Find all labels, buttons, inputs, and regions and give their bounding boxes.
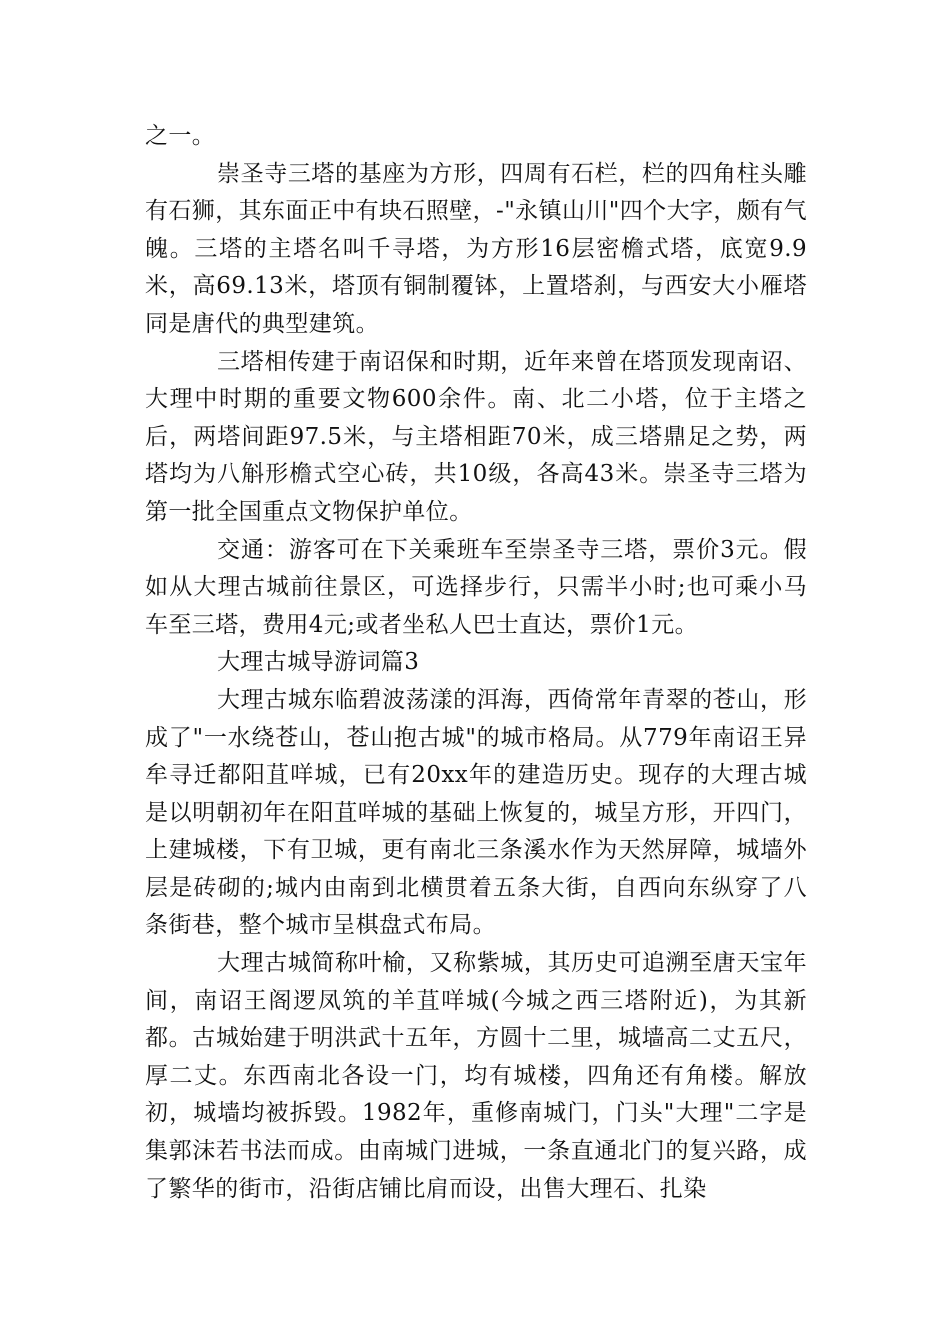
paragraph-continuation: 之一。	[145, 123, 216, 149]
paragraph-transport: 交通：游客可在下关乘班车至崇圣寺三塔，票价3元。假如从大理古城前往景区，可选择步行，只需半小时;也可乘小马车至三塔，费用4元;或者坐私人巴士直达，票价1元。	[145, 536, 807, 638]
paragraph-city-layout: 大理古城东临碧波荡漾的洱海，西倚常年青翠的苍山，形成了"一水绕苍山，苍山抱古城"的城市格局。从779年南诏王异牟寻迁都阳苴咩城，已有20xx年的建造历史。现存的大理古城是以明朝初年在阳苴咩城的基础上恢复的，城呈方形，开四门，上建城楼，下有卫城，更有南北三条溪水作为天然屏障，城墙外层是砖砌的;城内由南到北横贯着五条大街，自西向东纵穿了八条街巷，整个城市呈棋盘式布局。	[145, 686, 807, 939]
paragraph-pagoda-base: 崇圣寺三塔的基座为方形，四周有石栏，栏的四角柱头雕有石狮，其东面正中有块石照壁，-"永镇山川"四个大字，颇有气魄。三塔的主塔名叫千寻塔，为方形16层密檐式塔，底宽9.9米，高69.13米，塔顶有铜制覆钵，上置塔刹，与西安大小雁塔同是唐代的典型建筑。	[145, 160, 807, 337]
paragraph-pagoda-history: 三塔相传建于南诏保和时期，近年来曾在塔顶发现南诏、大理中时期的重要文物600余件。南、北二小塔，位于主塔之后，两塔间距97.5米，与主塔相距70米，成三塔鼎足之势，两塔均为八斛形檐式空心砖，共10级，各高43米。崇圣寺三塔为第一批全国重点文物保护单位。	[145, 348, 807, 525]
section-title: 大理古城导游词篇3	[217, 649, 420, 676]
document-page	[145, 118, 807, 1208]
paragraph-city-history: 大理古城简称叶榆，又称紫城，其历史可追溯至唐天宝年间，南诏王阁逻凤筑的羊苴咩城(今城之西三塔附近)，为其新都。古城始建于明洪武十五年，方圆十二里，城墙高二丈五尺，厚二丈。东西南北各设一门，均有城楼，四角还有角楼。解放初，城墙均被拆毁。1982年，重修南城门，门头"大理"二字是集郭沫若书法而成。由南城门进城，一条直通北门的复兴路，成了繁华的街市，沿街店铺比肩而设，出售大理石、扎染	[145, 950, 807, 1202]
